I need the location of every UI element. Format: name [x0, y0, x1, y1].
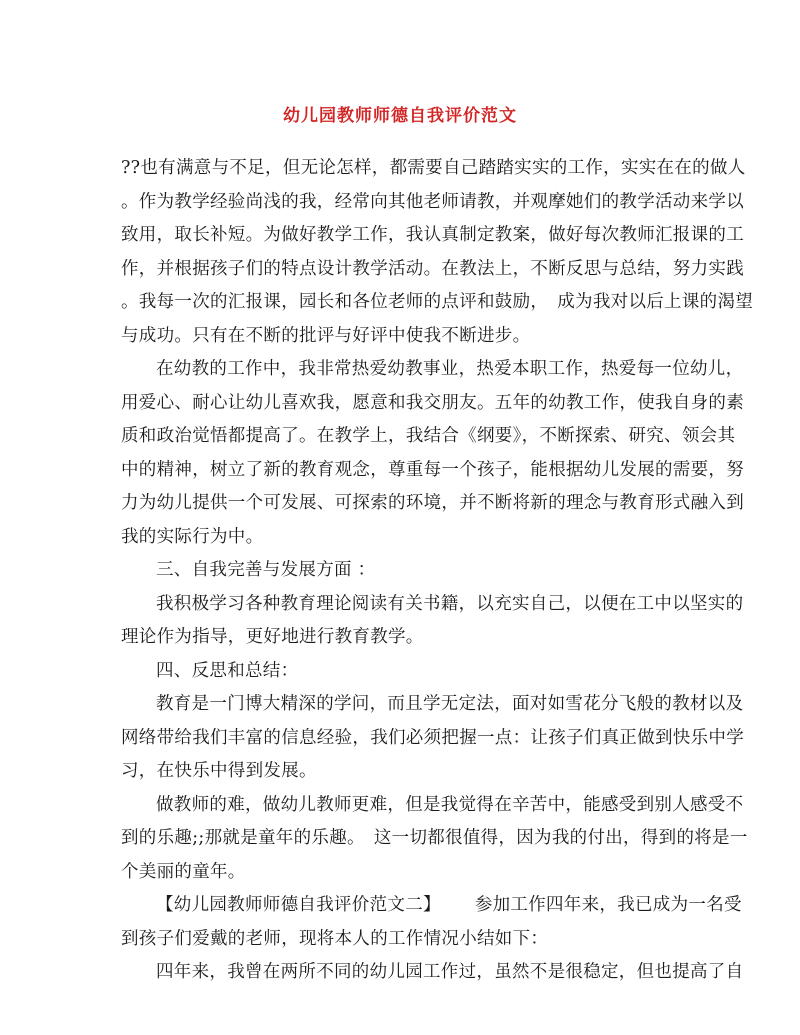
document-body: [121, 152, 754, 990]
text-line: 理论作为指导，更好地进行教育教学。: [121, 627, 424, 647]
text-line: 到孩子们爱戴的老师，现将本人的工作情况小结如下：: [121, 928, 549, 949]
section-heading: 四、反思和总结：: [156, 660, 299, 681]
text-line: 用爱心、耐心让幼儿喜欢我，愿意和我交朋友。五年的幼教工作，使我自身的素: [121, 392, 744, 413]
text-line: 作，并根据孩子们的特点设计教学活动。在教法上，不断反思与总结，努力实践: [121, 258, 744, 279]
text-line: ??也有满意与不足，但无论怎样，都需要自己踏踏实实的工作，实实在在的做人: [121, 158, 746, 178]
text-line: 与成功。只有在不断的批评与好评中使我不断进步。: [121, 325, 531, 346]
text-line: 我的实际行为中。: [121, 526, 264, 547]
document-title: 幼儿园教师师德自我评价范文: [283, 106, 517, 126]
text-line: 致用，取长补短。为做好教学工作，我认真制定教案，做好每次教师汇报课的工: [121, 225, 744, 245]
text-line: 。我每一次的汇报课，园长和各位老师的点评和鼓励， 成为我对以后上课的渴望: [121, 292, 754, 312]
text-line: 质和政治觉悟都提高了。在教学上，我结合《纲要》，不断探索、研究、领会其: [121, 426, 736, 446]
text-line: 我积极学习各种教育理论阅读有关书籍，以充实自己，以便在工中以坚实的: [156, 593, 744, 614]
text-fragment: 参加工作四年来，我已成为一名受: [474, 895, 742, 915]
text-line: 做教师的难，做幼儿教师更难，但是我觉得在辛苦中，能感受到别人感受不: [156, 794, 744, 815]
text-line: 。作为教学经验尚浅的我，经常向其他老师请教，并观摩她们的教学活动来学以: [121, 191, 744, 212]
text-line: 网络带给我们丰富的信息经验，我们必须把握一点：让孩子们真正做到快乐中学: [121, 727, 744, 748]
text-line: 教育是一门博大精深的学问，而且学无定法，面对如雪花分飞般的教材以及: [156, 694, 744, 714]
section-title-two: 【幼儿园教师师德自我评价范文二】: [156, 895, 441, 915]
text-line: 到的乐趣;;那就是童年的乐趣。 这一切都很值得，因为我的付出，得到的将是一: [121, 828, 748, 848]
section-heading: 三、自我完善与发展方面 ：: [156, 560, 376, 580]
text-line: 中的精神，树立了新的教育观念，尊重每一个孩子，能根据幼儿发展的需要，努: [121, 459, 744, 480]
text-line: 在幼教的工作中，我非常热爱幼教事业，热爱本职工作，热爱每一位幼儿，: [156, 359, 744, 379]
text-line: 个美丽的童年。: [121, 861, 246, 882]
text-line: 习，在快乐中得到发展。: [121, 761, 317, 781]
text-line: 四年来，我曾在两所不同的幼儿园工作过，虽然不是很稳定，但也提高了自: [156, 962, 744, 982]
text-line: 力为幼儿提供一个可发展、可探索的环境，并不断将新的理念与教育形式融入到: [121, 493, 744, 513]
text-line: [121, 889, 742, 923]
